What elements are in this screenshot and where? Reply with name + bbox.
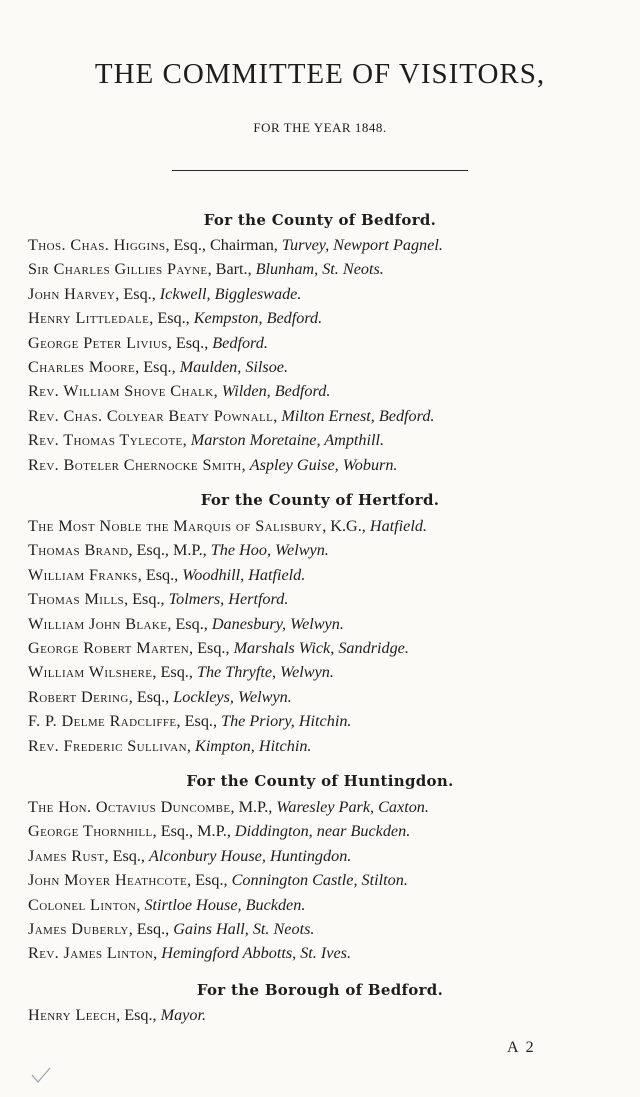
entry-name: Henry Leech: [28, 1006, 117, 1024]
entry-name: Colonel Linton: [28, 895, 137, 914]
entry-description: , Esq.,: [128, 687, 174, 706]
entry-line: [28, 893, 628, 917]
entry-place: The Hoo, Welwyn.: [210, 541, 329, 560]
entry-place: Connington Castle, Stilton.: [231, 871, 408, 890]
entry-name: Robert Dering: [28, 687, 129, 706]
entry-name: William John Blake: [28, 614, 168, 633]
section-list-hertford-county: [28, 514, 628, 758]
entry-place: Hatfield.: [369, 517, 427, 535]
entry-description: , Esq.,: [152, 663, 197, 682]
entry-description: , Esq.,: [104, 846, 150, 865]
entry-name: William Franks: [28, 565, 138, 584]
entry-name: The Most Noble the Marquis of Salisbury: [28, 517, 323, 535]
entry-line: [28, 282, 628, 306]
entry-description: , Esq.,: [149, 309, 194, 328]
entry-description: , Esq.,: [187, 871, 232, 890]
entry-place: Aspley Guise, Woburn.: [249, 455, 398, 474]
entry-line: [28, 709, 628, 733]
entry-description: , Esq.,: [128, 919, 174, 938]
entry-place: Tolmers, Hertford.: [168, 590, 289, 609]
entry-place: The Thryfte, Welwyn.: [196, 663, 334, 682]
entry-place: Marshals Wick, Sandridge.: [233, 638, 409, 657]
entry-name: John Harvey: [28, 284, 116, 303]
entry-line: [28, 257, 628, 281]
entry-name: Sir Charles Gillies Payne: [28, 260, 208, 279]
entry-name: William Wilshere: [28, 663, 153, 682]
entry-line: [28, 685, 628, 709]
entry-description: ,: [241, 455, 250, 474]
entry-name: James Rust: [28, 846, 105, 865]
signature-mark: A 2: [507, 1039, 536, 1056]
entry-name: Thomas Brand: [28, 541, 129, 560]
entry-line: [28, 514, 628, 538]
entry-name: George Peter Livius: [28, 333, 168, 352]
entry-line: [28, 587, 628, 611]
entry-place: Woodhill, Hatfield.: [182, 565, 306, 584]
entry-line: [28, 404, 628, 428]
entry-name: Thomas Mills: [28, 590, 125, 609]
entry-line: [28, 331, 628, 355]
entry-place: Blunham, St. Neots.: [255, 260, 384, 279]
entry-description: , Esq.,: [116, 1006, 161, 1024]
entry-name: Rev. Thomas Tylecote: [28, 431, 183, 450]
entry-line: [28, 868, 628, 892]
entry-description: , Esq.,: [137, 565, 183, 584]
entry-name: John Moyer Heathcote: [28, 871, 188, 890]
entry-line: [28, 795, 628, 819]
section-heading-bedford-county: For the County of Bedford.: [203, 211, 437, 229]
entry-description: , Esq.,: [176, 712, 222, 731]
entry-place: Kempston, Bedford.: [193, 309, 323, 328]
entry-place: Stirtloe House, Buckden.: [144, 895, 306, 914]
divider-rule: [172, 170, 468, 171]
entry-description: , Esq., Chairman,: [165, 236, 282, 254]
entry-description: , Esq., M.P.,: [128, 541, 211, 560]
entry-name: Rev. William Shove Chalk: [28, 382, 214, 401]
entry-place: Wilden, Bedford.: [221, 382, 331, 401]
entry-place: Maulden, Silsoe.: [179, 357, 289, 376]
entry-line: [28, 1003, 628, 1027]
entry-name: Rev. Chas. Colyear Beaty Pownall: [28, 406, 274, 425]
entry-name: James Duberly: [28, 919, 129, 938]
entry-line: [28, 355, 628, 379]
entry-place: Mayor.: [160, 1006, 207, 1024]
page-title: THE COMMITTEE OF VISITORS,: [94, 58, 546, 90]
entry-line: [28, 379, 628, 403]
entry-description: ,: [186, 736, 196, 755]
section-heading-hertford-county: For the County of Hertford.: [200, 491, 440, 509]
entry-place: Alconbury House, Huntingdon.: [149, 846, 352, 865]
entry-place: Kimpton, Hitchin.: [195, 736, 312, 755]
entry-description: ,: [136, 895, 145, 914]
entry-name: The Hon. Octavius Duncombe: [28, 798, 231, 816]
entry-description: ,: [182, 431, 191, 450]
entry-name: Rev. James Linton: [28, 944, 154, 963]
section-list-huntingdon-county: [28, 795, 628, 966]
entry-description: , Bart.,: [207, 260, 256, 279]
entry-description: , Esq.,: [167, 614, 212, 633]
section-list-bedford-county: [28, 233, 628, 477]
entry-place: Gains Hall, St. Neots.: [173, 919, 315, 938]
entry-name: George Robert Marten: [28, 638, 190, 657]
entry-place: Danesbury, Welwyn.: [211, 614, 344, 633]
entry-description: , K.G.,: [322, 517, 370, 535]
entry-description: , Esq.,: [115, 284, 160, 303]
entry-name: Thos. Chas. Higgins: [28, 236, 166, 254]
entry-place: Turvey, Newport Pagnel.: [281, 236, 443, 254]
entry-name: F. P. Delme Radcliffe: [28, 712, 177, 731]
entry-line: [28, 453, 628, 477]
entry-place: Milton Ernest, Bedford.: [281, 406, 435, 425]
entry-line: [28, 734, 628, 758]
entry-line: [28, 636, 628, 660]
entry-line: [28, 612, 628, 636]
entry-description: ,: [153, 944, 162, 963]
entry-line: [28, 563, 628, 587]
entry-description: , M.P.,: [230, 798, 277, 816]
entry-name: George Thornhill: [28, 822, 153, 841]
entry-line: [28, 306, 628, 330]
entry-description: ,: [213, 382, 222, 401]
entry-line: [28, 819, 628, 843]
entry-place: Lockleys, Welwyn.: [173, 687, 292, 706]
entry-name: Henry Littledale: [28, 309, 150, 328]
entry-description: , Esq.,: [189, 638, 234, 657]
entry-place: Bedford.: [212, 333, 268, 352]
entry-line: [28, 660, 628, 684]
entry-description: , Esq.,: [167, 333, 213, 352]
section-heading-huntingdon-county: For the County of Huntingdon.: [186, 772, 454, 790]
entry-description: , Esq., M.P.,: [152, 822, 235, 841]
entry-line: [28, 844, 628, 868]
entry-line: [28, 941, 628, 965]
entry-line: [28, 538, 628, 562]
section-list-bedford-borough: [28, 1003, 628, 1027]
entry-line: [28, 917, 628, 941]
entry-name: Rev. Boteler Chernocke Smith: [28, 455, 242, 474]
entry-name: Charles Moore: [28, 357, 136, 376]
entry-place: The Priory, Hitchin.: [221, 712, 352, 731]
section-heading-bedford-borough: For the Borough of Bedford.: [196, 981, 444, 999]
entry-place: Diddington, near Buckden.: [234, 822, 411, 841]
pencil-check-mark: [30, 1066, 52, 1086]
page-subtitle: FOR THE YEAR 1848.: [253, 120, 387, 135]
entry-place: Marston Moretaine, Ampthill.: [190, 431, 385, 450]
entry-description: , Esq.,: [135, 357, 180, 376]
entry-place: Hemingford Abbotts, St. Ives.: [161, 944, 352, 963]
entry-place: Ickwell, Biggleswade.: [159, 284, 302, 303]
entry-place: Waresley Park, Caxton.: [276, 798, 429, 816]
entry-line: [28, 428, 628, 452]
entry-description: ,: [273, 406, 282, 425]
entry-name: Rev. Frederic Sullivan: [28, 736, 187, 755]
entry-description: , Esq.,: [124, 590, 169, 609]
entry-line: [28, 233, 628, 257]
